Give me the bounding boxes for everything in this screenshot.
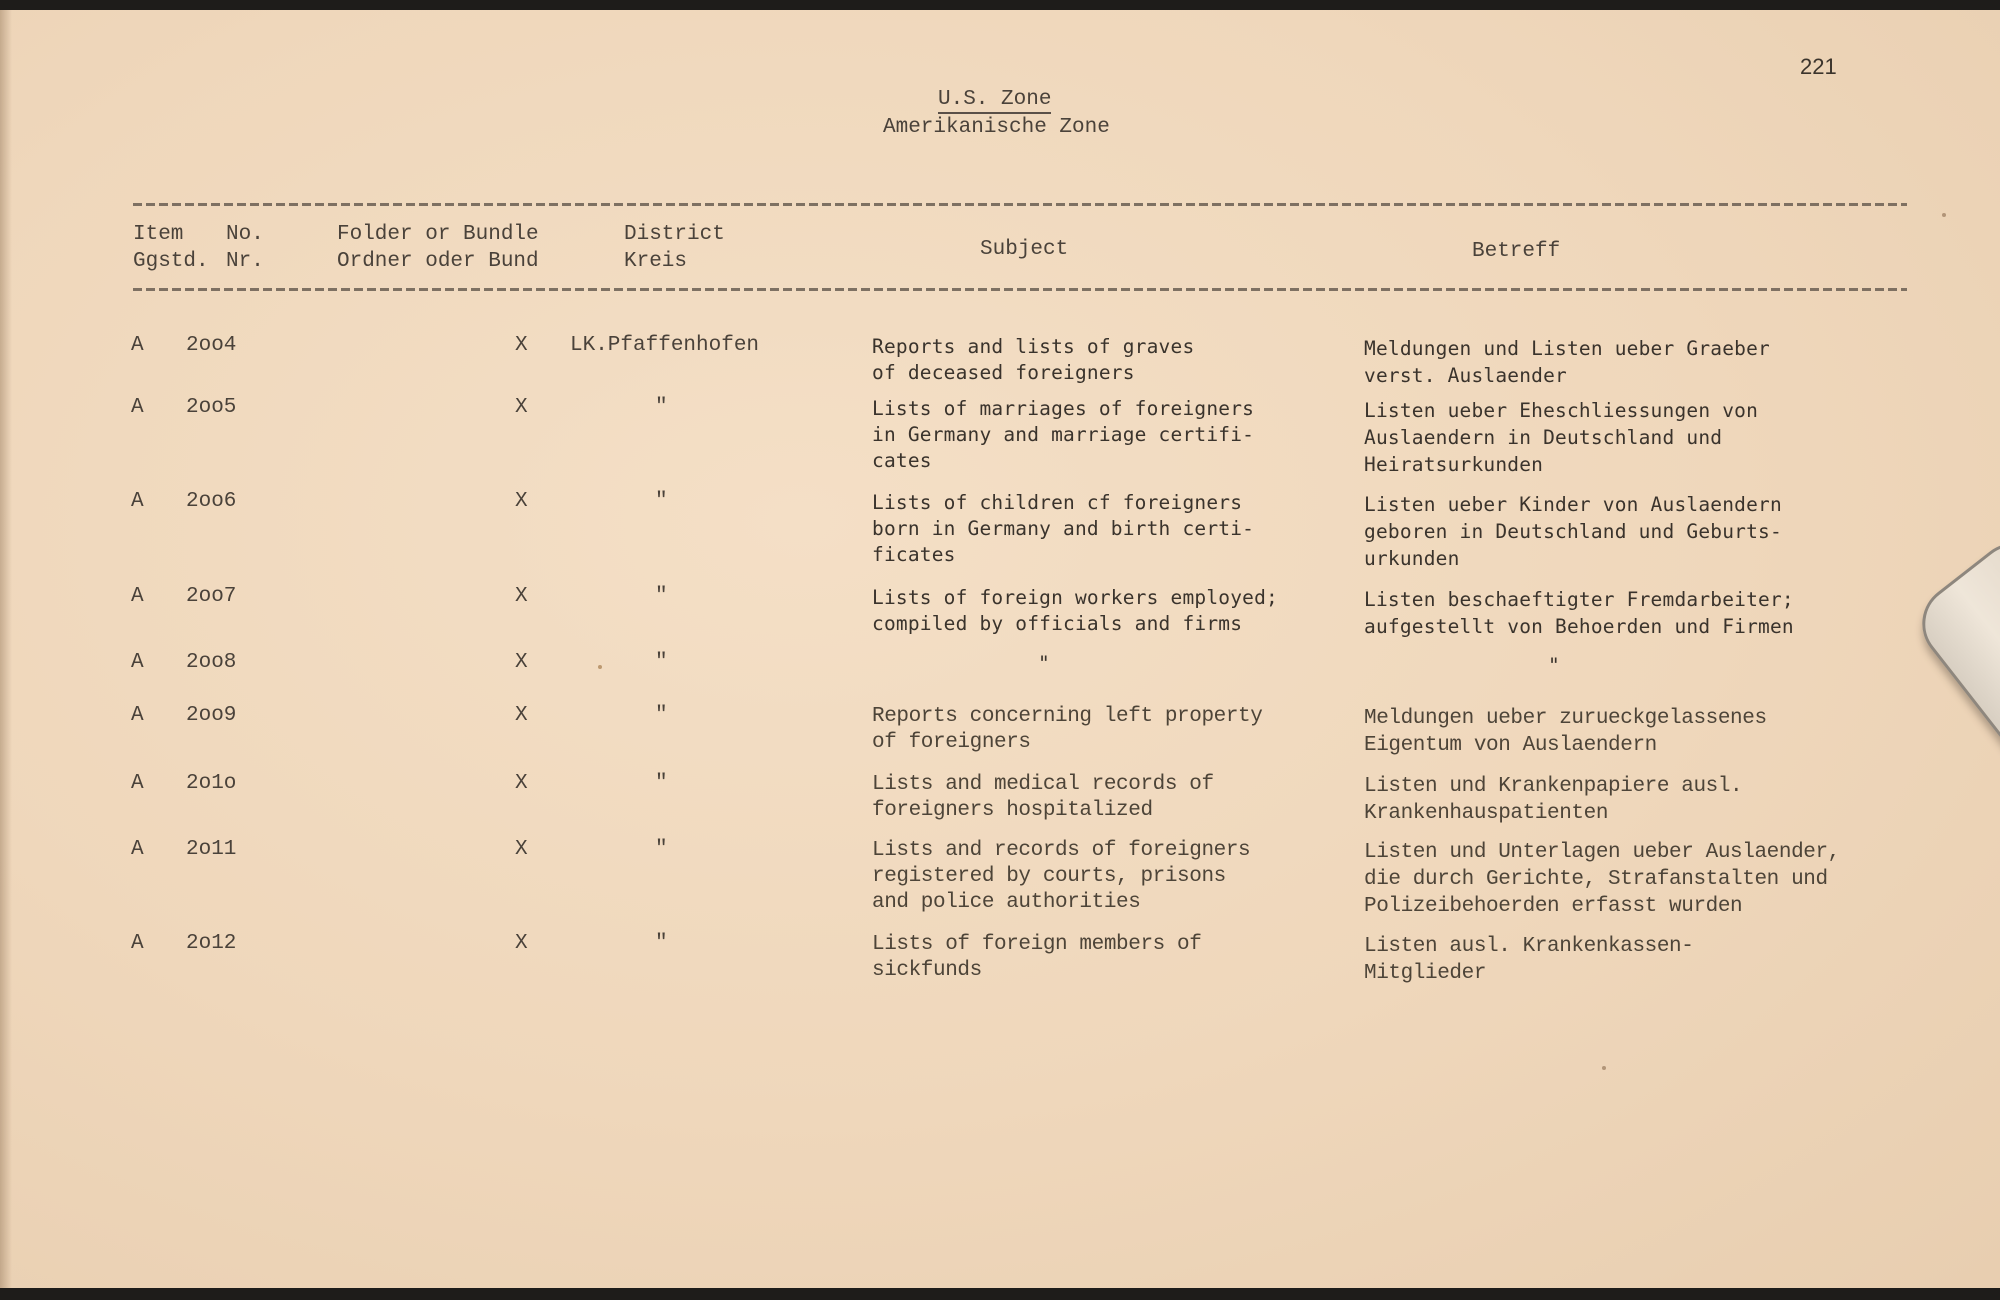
subject-line: compiled by officials and firms [872, 612, 1243, 635]
betreff-line: verst. Auslaender [1364, 364, 1567, 387]
number-cell: 2o11 [186, 838, 237, 861]
subject-line: foreigners hospitalized [872, 799, 1153, 822]
item-cell: A [131, 490, 144, 513]
folder-cell: X [515, 490, 528, 513]
betreff-line: Listen ueber Eheschliessungen von [1364, 399, 1759, 422]
item-cell: A [131, 396, 144, 419]
folder-cell: X [515, 772, 528, 795]
page-title [938, 86, 1051, 113]
subject-line: ficates [872, 543, 956, 566]
district-cell: " [655, 651, 668, 674]
district-cell: " [655, 932, 668, 955]
item-cell: A [131, 651, 144, 674]
district-cell: " [655, 585, 668, 608]
betreff-line: Listen ausl. Krankenkassen- [1364, 935, 1694, 958]
paper-fleck [1942, 213, 1946, 217]
subject-line: of deceased foreigners [872, 361, 1135, 384]
number-cell: 2o1o [186, 772, 237, 795]
col-folder-header-de: Ordner oder Bund [337, 250, 539, 273]
tweezers-object [1906, 527, 2000, 826]
betreff-line: Auslaendern in Deutschland und [1364, 426, 1723, 449]
betreff-line: Listen beschaeftigter Fremdarbeiter; [1364, 588, 1794, 611]
subject-line: sickfunds [872, 959, 982, 982]
col-folder-header: Folder or Bundle [337, 223, 539, 246]
item-cell: A [131, 334, 144, 357]
folder-cell: X [515, 334, 528, 357]
subject-line: Lists of foreign workers employed; [872, 586, 1278, 609]
subject-line: born in Germany and birth certi- [872, 517, 1255, 540]
item-cell: A [131, 932, 144, 955]
betreff-line: die durch Gerichte, Strafanstalten und [1364, 868, 1828, 891]
number-cell: 2oo9 [186, 704, 237, 727]
subject-line: in Germany and marriage certifi- [872, 423, 1255, 446]
page-subtitle: Amerikanische Zone [883, 116, 1110, 139]
betreff-line: Listen ueber Kinder von Auslaendern [1364, 493, 1782, 516]
subject-line: Lists of marriages of foreigners [872, 397, 1255, 420]
col-district-header-de: Kreis [624, 250, 688, 273]
item-cell: A [131, 585, 144, 608]
col-item-header-de: Ggstd. [133, 250, 209, 273]
betreff-line: Eigentum von Auslaendern [1364, 734, 1657, 757]
betreff-line: Krankenhauspatienten [1364, 802, 1609, 825]
district-cell: LK.Pfaffenhofen [570, 334, 760, 357]
subject-line: Lists of children cf foreigners [872, 491, 1243, 514]
item-cell: A [131, 772, 144, 795]
folder-cell: X [515, 396, 528, 419]
subject-line: registered by courts, prisons [872, 865, 1226, 888]
title-text: U.S. Zone [938, 88, 1051, 114]
betreff-line: Heiratsurkunden [1364, 453, 1544, 476]
item-cell: A [131, 838, 144, 861]
subject-line: and police authorities [872, 891, 1141, 914]
betreff-line: urkunden [1364, 547, 1460, 570]
header-rule-bottom [133, 288, 1907, 291]
subject-line: Reports concerning left property [872, 705, 1263, 728]
folder-cell: X [515, 704, 528, 727]
betreff-line: aufgestellt von Behoerden und Firmen [1364, 615, 1794, 638]
subject-line: of foreigners [872, 731, 1031, 754]
district-cell: " [655, 490, 668, 513]
col-betreff-header: Betreff [1472, 240, 1561, 263]
col-district-header: District [624, 223, 725, 246]
betreff-line: Meldungen ueber zurueckgelassenes [1364, 707, 1767, 730]
number-cell: 2oo4 [186, 334, 237, 357]
col-subject-header: Subject [980, 238, 1069, 261]
folder-cell: X [515, 651, 528, 674]
number-cell: 2oo8 [186, 651, 237, 674]
subject-line: cates [872, 449, 932, 472]
betreff-line: Polizeibehoerden erfasst wurden [1364, 895, 1743, 918]
item-cell: A [131, 704, 144, 727]
folder-cell: X [515, 585, 528, 608]
betreff-line: Mitglieder [1364, 962, 1487, 985]
col-no-header: No. [226, 223, 264, 246]
subject-line: Reports and lists of graves [872, 335, 1195, 358]
subject-line: Lists and medical records of [872, 773, 1214, 796]
betreff-line: Meldungen und Listen ueber Graeber [1364, 337, 1770, 360]
betreff-line: geboren in Deutschland und Geburts- [1364, 520, 1782, 543]
district-cell: " [655, 704, 668, 727]
district-cell: " [655, 772, 668, 795]
number-cell: 2oo7 [186, 585, 237, 608]
betreff-line: " [1548, 654, 1560, 677]
folder-cell: X [515, 838, 528, 861]
subject-line: Lists and records of foreigners [872, 839, 1251, 862]
subject-line: Lists of foreign members of [872, 933, 1202, 956]
col-item-header: Item [133, 223, 184, 246]
betreff-line: Listen und Unterlagen ueber Auslaender, [1364, 841, 1840, 864]
folder-cell: X [515, 932, 528, 955]
number-cell: 2oo6 [186, 490, 237, 513]
district-cell: " [655, 838, 668, 861]
district-cell: " [655, 396, 668, 419]
col-no-header-de: Nr. [226, 250, 264, 273]
paper-fleck [1602, 1066, 1606, 1070]
subject-line: " [1038, 652, 1050, 675]
number-cell: 2oo5 [186, 396, 237, 419]
page-number: 221 [1800, 54, 1837, 79]
betreff-line: Listen und Krankenpapiere ausl. [1364, 775, 1743, 798]
paper-fleck [598, 665, 602, 669]
number-cell: 2o12 [186, 932, 237, 955]
header-rule-top [133, 203, 1907, 206]
document-page [0, 10, 2000, 1288]
